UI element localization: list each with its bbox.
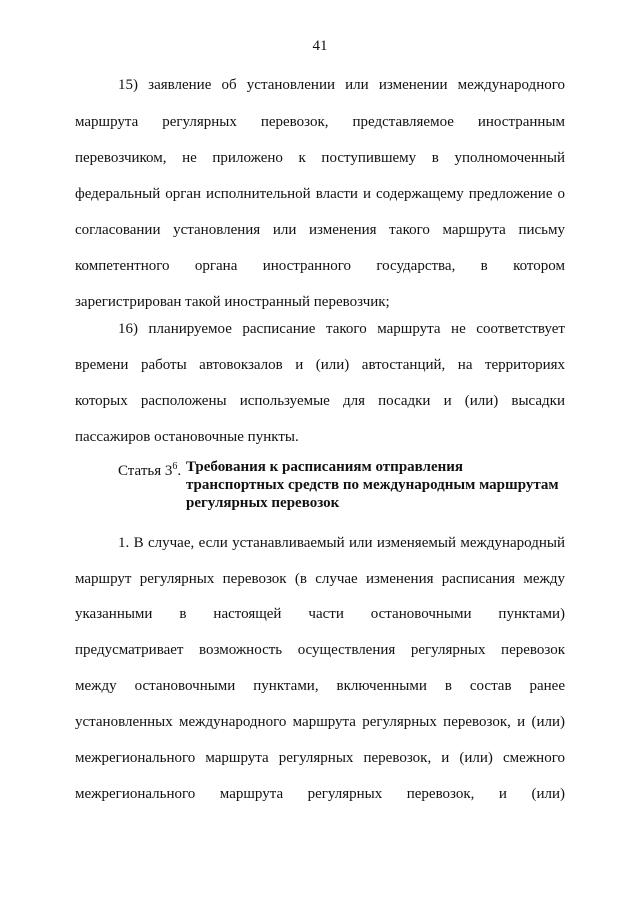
item16-line-2: времени работы автовокзалов и (или) автостанций, на территориях <box>75 357 565 373</box>
item15-line-2: маршрута регулярных перевозок, представляемое иностранным <box>75 114 565 130</box>
para1-line-5: между остановочными пунктами, включенными в состав ранее <box>75 678 565 694</box>
item15-line-4: федеральный орган исполнительной власти и содержащему предложение о <box>75 186 565 202</box>
item16-line-3: которых расположены используемые для посадки и (или) высадки <box>75 393 565 409</box>
article-title-line-1: Требования к расписаниям отправления <box>186 459 464 475</box>
item16-line-1: 16) планируемое расписание такого маршрута не соответствует <box>118 321 565 337</box>
article-title-line-2: транспортных средств по международным маршрутам <box>186 477 559 493</box>
article-label-superscript: 6 <box>172 461 178 472</box>
item15-line-6: компетентного органа иностранного государства, в котором <box>75 258 565 274</box>
para1-line-2: маршрут регулярных перевозок (в случае изменения расписания между <box>75 571 565 587</box>
item15-line-7: зарегистрирован такой иностранный перевозчик; <box>75 294 390 310</box>
para1-line-4: предусматривает возможность осуществления регулярных перевозок <box>75 642 565 658</box>
para1-line-8: межрегионального маршрута регулярных перевозок, и (или) <box>75 786 565 802</box>
para1-line-6: установленных международного маршрута регулярных перевозок, и (или) <box>75 714 565 730</box>
item15-line-5: согласовании установления или изменения такого маршрута письму <box>75 222 565 238</box>
para1-line-7: межрегионального маршрута регулярных перевозок, и (или) смежного <box>75 750 565 766</box>
page-number: 41 <box>312 38 328 54</box>
item16-line-4: пассажиров остановочные пункты. <box>75 429 299 445</box>
item15-line-3: перевозчиком, не приложено к поступившему в уполномоченный <box>75 150 565 166</box>
article-label-text: Статья 3 <box>118 463 173 479</box>
article-label <box>118 458 181 480</box>
para1-line-3: указанными в настоящей части остановочными пунктами) <box>75 606 565 622</box>
article-title-line-3: регулярных перевозок <box>186 495 340 511</box>
item15-line-1: 15) заявление об установлении или изменении международного <box>118 77 565 93</box>
article-label-suffix: . <box>177 463 182 479</box>
para1-line-1: 1. В случае, если устанавливаемый или изменяемый международный <box>118 535 565 551</box>
